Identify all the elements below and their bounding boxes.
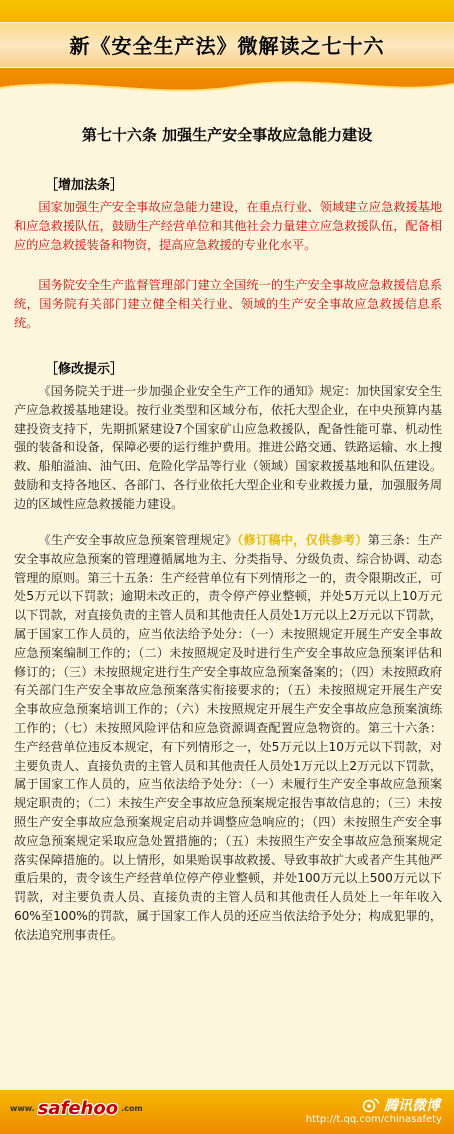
weibo-label: 腾讯微博	[384, 1098, 440, 1114]
tips-paragraph-1: 《国务院关于进一步加强企业安全生产工作的通知》规定：加快国家安全生产应急救援基地建设。按行业类型和区域分布，依托大型企业，在中央预算内基建投资支持下，先期抓紧建设7个国家矿山应急救援队，配备性能可靠、机动性强的装备和设备，保障必要的运行维护费用。推进公路交通、铁路运输、水上搜救、船舶溢油、油气田、危险化学品等行业（领域）国家救援基地和队伍建设。鼓励和支持各地区、各部门、各行业依托大型企业和专业救援力量，加强服务周边的区域性应急救援能力建设。	[14, 384, 442, 511]
revision-note: （修订稿中，仅供参考）	[237, 533, 368, 547]
header-title: 新《安全生产法》微解读之七十六	[69, 34, 385, 58]
weibo-url-link[interactable]: http://t.qq.com/chinasafety	[305, 1114, 442, 1125]
added-paragraph-1: 国家加强生产安全事故应急能力建设，在重点行业、领域建立应急救援基地和应急救援队伍，鼓励生产经营单位和其他社会力量建立应急救援队伍，配备相应的应急救援装备和物资，提高应急救援的专业化水平。	[14, 200, 442, 252]
added-paragraph-2: 国务院安全生产监督管理部门建立全国统一的生产安全事故应急救援信息系统，国务院有关部门建立健全相关行业、领域的生产安全事故应急救援信息系统。	[14, 278, 442, 330]
section-heading-tips: ［修改提示］	[45, 362, 124, 377]
logo-suffix: .com	[121, 1103, 143, 1113]
logo-text: safehoo	[37, 1097, 119, 1119]
weibo-brand[interactable]	[362, 1095, 440, 1115]
site-logo[interactable]	[10, 1097, 143, 1119]
regulation-body: 第三条：生产安全事故应急预案的管理遵循属地为主、分类指导、分级负责、综合协调、动态管理的原则。第三十五条：生产经营单位有下列情形之一的，责令限期改正，可处5万元以下罚款；逾期未改正的，责令停产停业整顿，并处5万元以上10万元以下罚款，对直接负责的主管人员和其他责任人员处1万元以上2万元以下罚款，属于国家工作人员的，应当依法给予处分：（一）未按照规定开展生产安全事故应急预案编制工作的；（二）未按照规定及时进行生产安全事故应急预案评估和修订的；（三）未按照规定进行生产安全事故应急预案备案的；（四）未按照政府有关部门生产安全事故应急预案落实衔接要求的；（五）未按照规定开展生产安全事故应急预案培训工作的；（六）未按照规定开展生产安全事故应急预案演练工作的；（七）未按照风险评估和应急资源调查配置应急物资的。第三十六条：生产经营单位违反本规定，有下列情形之一，处5万元以上10万元以下罚款，对主要负责人、直接负责的主管人员和其他责任人员处1万元以上2万元以下罚款，属于国家工作人员的，应当依法给予处分：（一）未履行生产安全事故应急预案规定职责的；（二）未按生产安全事故应急预案规定报告事故信息的；（三）未按照生产安全事故应急预案规定启动并调整应急响应的；（四）未按照生产安全事故应急预案规定采取应急处置措施的；（五）未按照生产安全事故应急预案规定落实保障措施的。以上情形，如果贻误事故救援、导致事故扩大或者产生其他严重后果的，责令该生产经营单位停产停业整顿，并处100万元以上500万元以下罚款，对主要负责人员、直接负责的主管人员和其他责任人员处上一年年收入60%至100%的罚款，属于国家工作人员的还应当依法给予处分；构成犯罪的，依法追究刑事责任。	[14, 533, 442, 942]
section-heading-added: ［增加法条］	[45, 178, 124, 193]
tips-paragraph-2	[14, 531, 442, 945]
logo-prefix: www.	[10, 1103, 35, 1113]
article-title: 第七十六条 加强生产安全事故应急能力建设	[81, 126, 373, 144]
regulation-title: 《生产安全事故应急预案管理规定》	[38, 533, 238, 547]
header-wave-decoration	[0, 74, 454, 104]
weibo-icon	[362, 1097, 380, 1113]
header-banner	[0, 0, 454, 100]
